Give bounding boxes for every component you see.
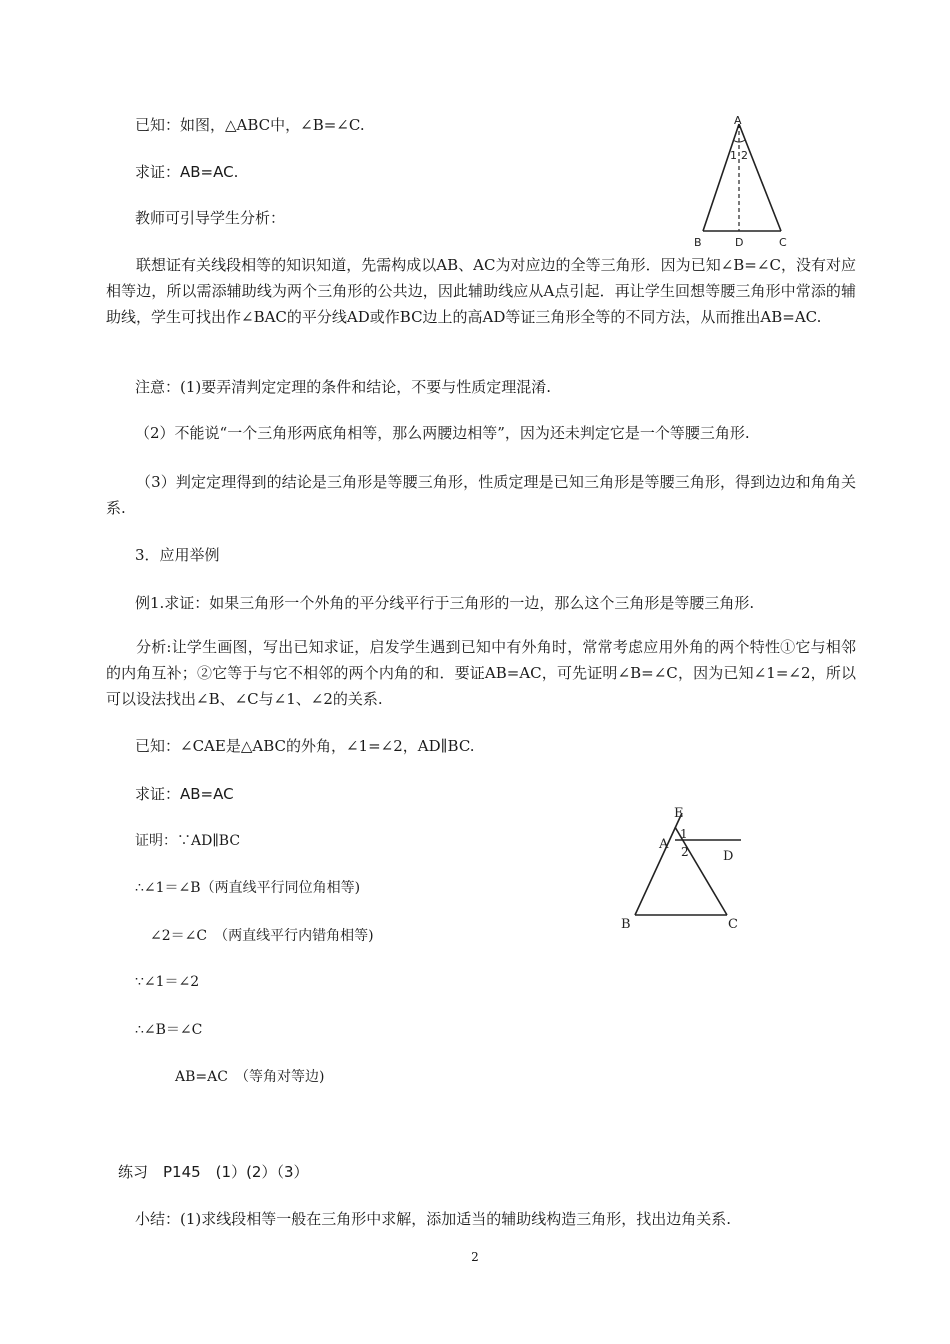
note-3: （3）判定定理得到的结论是三角形是等腰三角形，性质定理是已知三角形是等腰三角形，得到边边和角角关系. bbox=[106, 473, 856, 517]
given-statement-1: 已知：如图，△ABC中，∠B=∠C. bbox=[135, 116, 365, 134]
proof-line-3: ∠2＝∠C （两直线平行内错角相等) bbox=[150, 928, 374, 944]
side-ac bbox=[739, 124, 781, 231]
label-a: A bbox=[659, 837, 669, 852]
label-angle-1: 1 bbox=[680, 827, 688, 841]
teacher-guidance: 教师可引导学生分析： bbox=[135, 209, 286, 227]
section-heading: 3．应用举例 bbox=[135, 546, 220, 564]
label-b: B bbox=[694, 236, 702, 249]
analysis-paragraph-2: 分析:让学生画图，写出已知求证，启发学生遇到已知中有外角时，常常考虑应用外角的两个特性①它与相邻的内角互补；②它等于与它不相邻的两个内角的和．要证AB=AC，可先证明∠B=∠C，因为已知∠1=∠2，所以可以设法找出∠B、∠C与∠1、∠2的关系. bbox=[106, 638, 856, 708]
note-1: 注意：(1)要弄清判定定理的条件和结论，不要与性质定理混淆. bbox=[135, 378, 552, 396]
label-c: C bbox=[728, 917, 738, 932]
figure-exterior-angle bbox=[615, 800, 750, 935]
page-number: 2 bbox=[471, 1250, 479, 1264]
label-angle-2: 2 bbox=[681, 845, 689, 859]
label-a: A bbox=[734, 114, 742, 127]
label-angle-1: 1 bbox=[730, 149, 737, 162]
proof-line-6: AB=AC （等角对等边) bbox=[175, 1069, 325, 1085]
summary-line: 小结：(1)求线段相等一般在三角形中求解，添加适当的辅助线构造三角形，找出边角关系. bbox=[135, 1210, 732, 1228]
label-e: E bbox=[674, 806, 684, 821]
label-d: D bbox=[723, 849, 734, 864]
proof-line-1: 证明：∵AD∥BC bbox=[135, 833, 241, 849]
label-angle-2: 2 bbox=[741, 149, 748, 162]
prove-statement-2: 求证：AB=AC bbox=[135, 785, 234, 803]
label-d: D bbox=[735, 236, 744, 249]
label-b: B bbox=[621, 917, 631, 932]
analysis-paragraph-1: 联想证有关线段相等的知识知道，先需构成以AB、AC为对应边的全等三角形．因为已知∠B=∠C，没有对应相等边，所以需添辅助线为两个三角形的公共边，因此辅助线应从A点引起．再让学生回想等腰三角形中常添的辅助线，学生可找出作∠BAC的平分线AD或作BC边上的高AD等证三角形全等的不同方法，从而推出AB=AC. bbox=[106, 256, 856, 326]
prove-statement-1: 求证：AB=AC. bbox=[135, 163, 239, 181]
proof-line-5: ∴∠B＝∠C bbox=[135, 1022, 203, 1038]
label-c: C bbox=[779, 236, 787, 249]
given-statement-2: 已知：∠CAE是△ABC的外角，∠1=∠2，AD∥BC. bbox=[135, 737, 475, 755]
proof-line-4: ∵∠1＝∠2 bbox=[135, 974, 200, 990]
note-2: （2）不能说“一个三角形两底角相等，那么两腰边相等”，因为还未判定它是一个等腰三角形. bbox=[135, 424, 750, 442]
proof-line-2: ∴∠1＝∠B（两直线平行同位角相等) bbox=[135, 880, 361, 896]
figure-isosceles-triangle bbox=[688, 112, 798, 252]
example-1: 例1.求证：如果三角形一个外角的平分线平行于三角形的一边，那么这个三角形是等腰三角形. bbox=[135, 594, 755, 612]
practice-line: 练习 P145 (1）(2）（3） bbox=[118, 1163, 309, 1181]
